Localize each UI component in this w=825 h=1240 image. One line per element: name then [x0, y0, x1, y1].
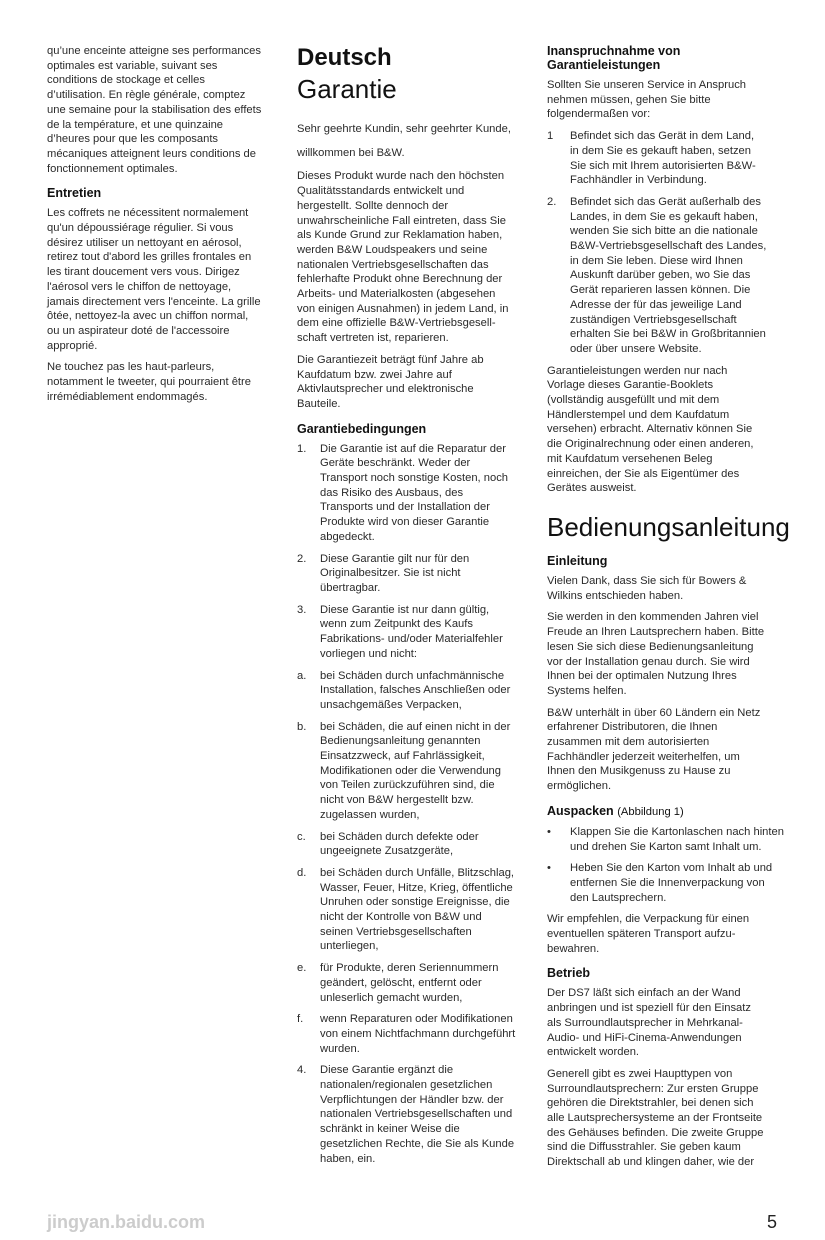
- list-marker: d.: [297, 866, 307, 879]
- list-item: [297, 442, 537, 545]
- heading-text: Auspacken: [547, 803, 614, 818]
- list-item: [547, 861, 787, 905]
- paragraph: Garantieleistungen werden nur nach Vorlage dieses Garantie-Booklets (vollständig ausgefüllt und mit dem Händlerstempel und dem Kaufdatum versehen) erbracht. Alternativ können Sie die Originalrechnung oder einen anderen, mit Kaufdatum versehenen Beleg einreichen, der Sie als Eigentümer des Gerätes ausweist.: [547, 364, 754, 495]
- list-marker: 2.: [297, 552, 307, 565]
- list-marker: f.: [297, 1013, 304, 1026]
- column-french: [47, 44, 287, 411]
- paragraph: Generell gibt es zwei Haupttypen von Surroundlautsprechern: Zur ersten Gruppe gehören die Direktstrahler, bei denen sich alle Lautsprechersysteme an der Frontseite des Gehäuses befinden. Die zweite Gruppe sind die Diffusstrahler. Sie geben kaum Direktschall ab und klingen daher, wie der: [547, 1067, 764, 1169]
- list-item: [297, 552, 537, 596]
- column-service: [547, 44, 790, 1170]
- list-marker: b.: [297, 720, 307, 733]
- language-heading: Deutsch: [297, 44, 392, 71]
- list-marker: c.: [297, 830, 306, 843]
- heading-inanspruchnahme: Inanspruchnahme von Garantieleistungen: [547, 44, 681, 72]
- list-item: [297, 866, 537, 954]
- list-item: [547, 129, 787, 188]
- list-item: [547, 825, 787, 854]
- unpacking-list: [547, 825, 787, 906]
- list-item: [297, 669, 537, 713]
- heading-auspacken: [547, 804, 787, 819]
- heading-betrieb: Betrieb: [547, 966, 591, 981]
- paragraph: qu’une enceinte atteigne ses performances optimales est variable, suivant ses conditions de stockage et celles d’utilisation. En règle générale, comptez une semaine pour la stabilisation des effets de la température, et une quinzaine d’heures pour que les composants mécaniques atteignent leurs conditions de fonctionnement optimales.: [47, 45, 262, 175]
- list-item: [297, 603, 537, 662]
- list-item-text: Diese Garantie ist nur dann gültig, wenn zum Zeitpunkt des Kaufs Fabrikations- und/oder Materialfehler vorliegen und nicht:: [320, 603, 503, 660]
- list-item-text: bei Schäden durch defekte oder ungeeignete Zusatzgeräte,: [320, 830, 479, 858]
- paragraph: Dieses Produkt wurde nach den höchsten Qualitätsstandards entwickelt und hergestellt. Sollte dennoch der unwahrscheinliche Fall eintreten, dass Sie als Kunde Grund zur Reklamation haben, werden B&W Loudspeakers und seine nationalen Vertriebsgesellschaften das fehlerhafte Produkt ohne Berechnung der Arbeits- und Materialkosten (abgesehen von einigen Ausnahmen) in jedem Land, in dem eine offizielle B&W-Vertriebsgesell- schaft vertreten ist, reparieren.: [297, 170, 509, 345]
- page-number: 5: [767, 1212, 778, 1232]
- paragraph: Wir empfehlen, die Verpackung für einen eventuellen späteren Transport aufzu- bewahren.: [547, 913, 750, 955]
- paragraph: Vielen Dank, dass Sie sich für Bowers & Wilkins entschieden haben.: [547, 574, 747, 602]
- list-marker: •: [547, 825, 551, 838]
- list-marker: 3.: [297, 603, 307, 616]
- list-marker: e.: [297, 962, 307, 975]
- list-item-text: Heben Sie den Karton vom Inhalt ab und entfernen Sie die Innenverpackung von den Lautsprechern.: [570, 862, 773, 904]
- paragraph: Sehr geehrte Kundin, sehr geehrter Kunde,: [297, 123, 511, 135]
- list-item-text: Die Garantie ist auf die Reparatur der Geräte beschränkt. Weder der Transport noch sonstige Kosten, noch das Risiko des Ausbaus, des Transports und der Installation der Produkte wird von dieser Garantie abgedeckt.: [320, 442, 509, 543]
- heading-entretien: Entretien: [47, 186, 102, 201]
- paragraph: B&W unterhält in über 60 Ländern ein Netz erfahrener Distributoren, die Ihnen zusammen mit dem autorisierten Fachhändler jederzeit weiterhelfen, um Ihnen den Musikgenuss zu Hause zu ermöglichen.: [547, 706, 761, 793]
- list-marker: 2.: [547, 195, 557, 208]
- list-item-text: Befindet sich das Gerät außerhalb des Landes, in dem Sie es gekauft haben, wenden Sie sich bitte an die nationale B&W-Vertriebsgesellschaft des Landes, in dem Sie leben. Diese wird Ihnen Auskunft darüber geben, wo Sie das Gerät reparieren lassen können. Die Adresse der für das jeweilige Land zuständigen Vertriebsgesellschaft erhalten Sie bei B&W in Großbritannien oder über unsere Website.: [570, 195, 767, 355]
- paragraph: Die Garantiezeit beträgt fünf Jahre ab Kaufdatum bzw. zwei Jahre auf Aktivlautsprecher und elektronische Bauteile.: [297, 353, 484, 410]
- list-item-text: Befindet sich das Gerät in dem Land, in dem Sie es gekauft haben, setzen Sie sich mit Ihrem autorisierten B&W- Fachhändler in Verbindung.: [570, 130, 756, 187]
- list-marker: 1: [547, 130, 554, 143]
- list-item: [297, 1012, 537, 1056]
- section-title: Garantie: [297, 74, 397, 104]
- column-garantie: [297, 44, 537, 1173]
- paragraph: Sie werden in den kommenden Jahren viel Freude an Ihren Lautsprechern haben. Bitte lesen Sie sich diese Bedienungsanleitung vor der Installation genau durch. Sie wird Ihnen bei der optimalen Nutzung Ihres Systems helfen.: [547, 611, 765, 697]
- list-item: [297, 830, 537, 859]
- paragraph: Sollten Sie unseren Service in Anspruch nehmen müssen, gehen Sie bitte folgendermaßen vor:: [547, 79, 747, 121]
- paragraph: Ne touchez pas les haut-parleurs, notamment le tweeter, qui pourraient être irrémédiablement endommagés.: [47, 361, 251, 403]
- list-item-text: wenn Reparaturen oder Modifikationen von einem Nichtfachmann durchgeführt wurden.: [320, 1013, 516, 1055]
- heading-garantiebedingungen: Garantiebedingungen: [297, 421, 427, 436]
- section-title-bedienungsanleitung: Bedienungsanleitung: [547, 511, 790, 542]
- paragraph: willkommen bei B&W.: [297, 146, 405, 159]
- list-item: [297, 961, 537, 1005]
- list-item-text: bei Schäden, die auf einen nicht in der Bedienungsanleitung genannten Einsatzzweck, auf Fahrlässigkeit, Modifikationen oder die Verwendung von Teilen zurückzuführen sind, die nicht von B&W hergestellt bzw. zugelassen wurden,: [320, 720, 511, 821]
- list-item: [297, 1063, 537, 1166]
- watermark: jingyan.baidu.com: [47, 1212, 206, 1232]
- service-steps-list: [547, 129, 787, 357]
- list-item-text: Diese Garantie gilt nur für den Originalbesitzer. Sie ist nicht übertragbar.: [320, 552, 470, 594]
- heading-einleitung: Einleitung: [547, 553, 608, 568]
- list-item-text: Diese Garantie ergänzt die nationalen/regionalen gesetzlichen Verpflichtungen der Händler bzw. der nationalen Vertriebsgesellschaften und schränkt in keiner Weise die gesetzlichen Rechte, die Sie als Kunde haben, ein.: [320, 1064, 515, 1165]
- conditions-list: [297, 442, 537, 1167]
- list-item-text: Klappen Sie die Kartonlaschen nach hinten und drehen Sie Karton samt Inhalt um.: [570, 825, 784, 853]
- list-marker: •: [547, 862, 551, 875]
- list-item: [297, 720, 537, 823]
- list-marker: a.: [297, 669, 307, 682]
- figure-reference: (Abbildung 1): [617, 805, 684, 818]
- paragraph: Les coffrets ne nécessitent normalement qu'un dépoussiérage régulier. Si vous désirez utiliser un nettoyant en aérosol, retirez tout d'abord les grilles frontales en les tirant doucement vers vous. Dirigez l'aérosol vers le chiffon de nettoyage, jamais directement vers l'enceinte. La grille ôtée, nettoyez-la avec un chiffon normal, ou un aspirateur doté de l'accessoire approprié.: [47, 207, 261, 352]
- list-marker: 1.: [297, 442, 307, 455]
- list-item-text: bei Schäden durch unfachmännische Installation, falsches Anschließen oder unsachgemäßes Verpacken,: [320, 669, 511, 711]
- list-item-text: bei Schäden durch Unfälle, Blitzschlag, Wasser, Feuer, Hitze, Krieg, öffentliche Unruhen oder sonstige Ereignisse, die nicht der Kontrolle von B&W und seinen Vertriebsgesellschaften unterliegen,: [320, 866, 515, 953]
- list-marker: 4.: [297, 1064, 307, 1077]
- list-item-text: für Produkte, deren Seriennummern geändert, gelöscht, entfernt oder unleserlich gemacht wurden,: [320, 962, 499, 1004]
- paragraph: Der DS7 läßt sich einfach an der Wand anbringen und ist speziell für den Einsatz als Surroundlautsprecher in Mehrkanal- Audio- und HiFi-Cinema-Anwendungen entwickelt worden.: [547, 987, 751, 1059]
- list-item: [547, 195, 787, 357]
